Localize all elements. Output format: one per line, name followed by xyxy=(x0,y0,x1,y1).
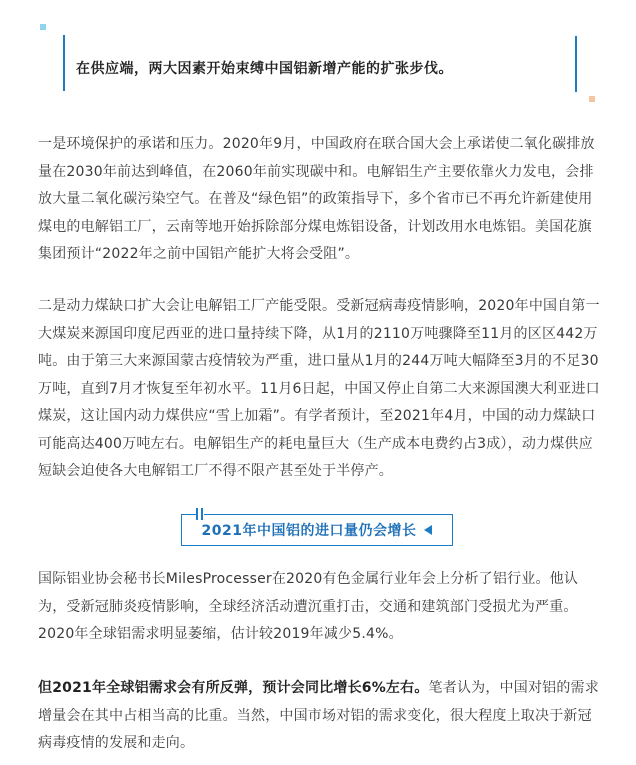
quote-bar-left xyxy=(63,35,65,91)
paragraph-rebound-bold: 但2021年全球铝需求会有所反弹，预计会同比增长6%左右。 xyxy=(38,680,429,696)
decorative-square-bottom-right xyxy=(589,96,595,102)
paragraph-global-demand: 国际铝业协会秘书长MilesProcesser在2020有色金属行业年会上分析了铝行业。他认为，受新冠肺炎疫情影响，全球经济活动遭沉重打击，交通和建筑部门受损尤为严重。2020年全球铝需求明显萎缩，估计较2019年减少5.4%。 xyxy=(38,571,579,642)
paragraph-environment: 一是环境保护的承诺和压力。2020年9月，中国政府在联合国大会上承诺使二氧化碳排放量在2030年前达到峰值，在2060年前实现碳中和。电解铝生产主要依靠火力发电，会排放大量二氧化碳污染空气。在普及“绿色铝”的政策指导下，多个省市已不再允许新建使用煤电的电解铝工厂，云南等地开始拆除部分煤电炼铝设备，计划改用水电炼铝。美国花旗集团预计“2022年之前中国铝产能扩大将会受阻”。 xyxy=(38,136,595,262)
decorative-square-top-left xyxy=(40,24,46,30)
heading-tab-decoration xyxy=(196,508,204,520)
quote-text: 在供应端，两大因素开始束缚中国铝新增产能的扩张步伐。 xyxy=(76,61,453,77)
quote-bar-right xyxy=(575,36,577,92)
section-heading-text: 2021年中国铝的进口量仍会增长 xyxy=(201,523,417,539)
paragraph-rebound xyxy=(38,675,600,758)
quote-box xyxy=(40,20,595,106)
paragraph-rebound-rest: 笔者认为，中国对铝的需求增量会在其中占相当高的比重。当然，中国市场对铝的需求变化，很大程度上取决于新冠病毒疫情的发展和走向。 xyxy=(38,680,599,751)
left-triangle-icon xyxy=(424,525,432,535)
paragraph-coal-shortage: 二是动力煤缺口扩大会让电解铝工厂产能受限。受新冠病毒疫情影响，2020年中国自第一大煤炭来源国印度尼西亚的进口量持续下降，从1月的2110万吨骤降至11月的区区442万吨。由于第三大来源国蒙古疫情较为严重，进口量从1月的244万吨大幅降至3月的不足30万吨，直到7月才恢复至年初水平。11月6日起，中国又停止自第二大来源国澳大利亚进口煤炭，这让国内动力煤供应“雪上加霜”。有学者预计，至2021年4月，中国的动力煤缺口可能高达400万吨左右。电解铝生产的耗电量巨大（生产成本电费约占3成），动力煤供应短缺会迫使各大电解铝工厂不得不限产甚至处于半停产。 xyxy=(38,298,600,479)
section-heading-box xyxy=(181,514,453,546)
